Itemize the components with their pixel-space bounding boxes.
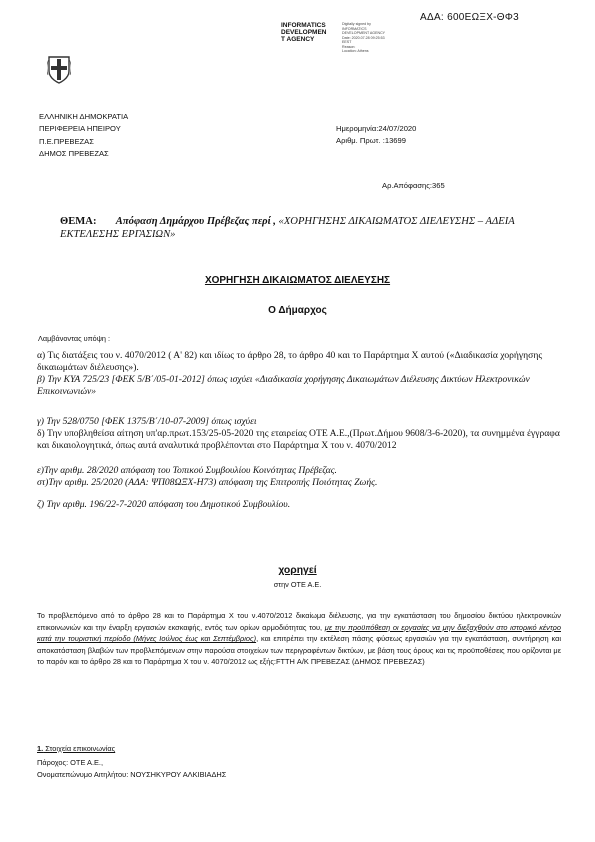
mayor-heading: Ο Δήμαρχος	[268, 305, 327, 316]
signature-detail-line: Location: Athens	[342, 49, 369, 53]
sender-block	[39, 111, 128, 160]
grant-recipient: στην ΟΤΕ Α.Ε.	[273, 580, 322, 589]
consideration-a: α) Τις διατάξεις του ν. 4070/2012 ( Α' 82) και ιδίως το άρθρο 28, το άρθρο 40 και το Παράρτημα Χ αυτού («Διαδικασία χορήγησης δικαιωμάτων διέλευσης»).	[37, 350, 543, 374]
sender-line: ΠΕΡΙΦΕΡΕΙΑ ΗΠΕΙΡΟΥ	[39, 124, 121, 134]
greek-emblem-icon	[47, 55, 71, 85]
subject-label: ΘΕΜΑ:	[60, 216, 97, 227]
document-date: Ημερομηνία:24/07/2020	[336, 124, 417, 133]
subject-text: «ΧΟΡΗΓΗΣΗΣ ΔΙΚΑΙΩΜΑΤΟΣ ΔΙΕΛΕΥΣΗΣ – ΑΔΕΙΑ ΕΚΤΕΛΕΣΗΣ ΕΡΓΑΣΙΩΝ»	[60, 216, 515, 240]
consideration-b: β) Την ΚΥΑ 725/23 [ΦΕΚ 5/Β΄/05-01-2012] όπως ισχύει «Διαδικασία χορήγησης Δικαιωμάτων Διέλευσης Δικτύων Ηλεκτρονικών Επικοινωνιών»	[37, 374, 530, 398]
decision-number: Αρ.Απόφασης:365	[382, 181, 445, 190]
signature-detail-line: EEST	[342, 40, 352, 44]
signature-logo-line: INFORMATICS	[281, 22, 326, 29]
grant-verb: χορηγεί	[278, 565, 317, 576]
signature-detail-line: Reason:	[342, 44, 356, 49]
signature-logo-line: DEVELOPMEN	[281, 29, 327, 37]
sender-line: ΔΗΜΟΣ ΠΡΕΒΕΖΑΣ	[39, 148, 109, 158]
consideration-d: δ) Την υποβληθείσα αίτηση υπ'αρ.πρωτ.153/25-05-2020 της εταιρείας ΟΤΕ Α.Ε.,(Πρωτ.Δήμου 9608/3-6-2020), τα συνημμένα έγγραφα και δικαιολογητικά, όπως αυτά αναλυτικά προβλέπονται στο Παράρτημα Χ του ν. 4070/2012	[37, 428, 560, 452]
contacts-heading-text: Στοιχεία επικοινωνίας	[43, 744, 116, 753]
document-title: ΧΟΡΗΓΗΣΗ ΔΙΚΑΙΩΜΑΤΟΣ ΔΙΕΛΕΥΣΗΣ	[204, 275, 391, 286]
sender-line: Π.Ε.ΠΡΕΒΕΖΑΣ	[39, 136, 94, 146]
consideration-g: ζ) Την αριθμ. 196/22-7-2020 απόφαση του Δημοτικού Συμβουλίου.	[37, 499, 291, 510]
grant-body-part1: Το προβλεπόμενο από το άρθρο 28 και το Παράρτημα Χ του ν.4070/2012 δικαίωμα διέλευσης, για την εγκατάσταση του δημοσίου δικτύου ηλεκτρονικών επικοινωνιών και την έναρξη εργασιών εκσκαφής, εντός των ορίων αρμοδιότητας του,	[37, 611, 561, 632]
contact-provider: Πάροχος: ΟΤΕ Α.Ε.,	[37, 758, 104, 767]
contact-applicant: Ονοματεπώνυμο Αιτηλήτου: ΝΟΥΣΗΚΥΡΟΥ ΑΛΚΙΒΙΑΔΗΣ	[37, 770, 227, 780]
signature-logo-line: T AGENCY	[281, 36, 315, 44]
sender-line: ΕΛΛΗΝΙΚΗ ΔΗΜΟΚΡΑΤΙΑ	[39, 112, 129, 121]
considering-label: Λαμβάνοντας υπόψη :	[38, 334, 111, 343]
signature-detail-line: Digitally signed by	[342, 22, 371, 26]
grant-body	[37, 610, 561, 668]
ada-code: ΑΔΑ: 600ΕΩΞΧ-ΘΦ3	[420, 12, 520, 23]
contacts-number: 1.	[37, 744, 44, 753]
consideration-c: γ) Την 528/0750 [ΦΕΚ 1375/Β΄/10-07-2009] όπως ισχύει	[37, 416, 257, 427]
subject-prefix: Απόφαση Δημάρχου Πρέβεζας περί ,	[115, 216, 276, 227]
signature-detail-line: Date: 2020.07.28 09:25:53	[342, 35, 385, 40]
signature-logo-text	[281, 22, 327, 44]
signature-detail-line: INFORMATICS	[342, 26, 367, 31]
grant-body-part2: , και επιτρέπει την εκτέλεση πάσης φύσεως εργασιών για την εγκατάσταση, συντήρηση και αποκατάσταση βλαβών των προβλεπόμενων στην παρούσα στοιχείων των περιγραφέντων δικτύων, με βάση τους όρους και τις προϋποθέσεις που ορίζονται με το παρόν και το άρθρο 28 και το Παράρτημα Χ του ν. 4070/2012 ως εξής:FTTH Α/Κ ΠΡΕΒΕΖΑΣ (ΔΗΜΟΣ ΠΡΕΒΕΖΑΣ)	[37, 634, 561, 667]
consideration-f: στ)Την αριθμ. 25/2020 (ΑΔΑ: ΨΠ08ΩΞΧ-Η73) απόφαση της Επιτροπής Ποιότητας Ζωής.	[37, 477, 378, 488]
grant-body-condition: με την προϋπόθεση οι εργασίες να μην διεξαχθούν στο ιστορικό κέντρο κατά την τουριστική περίοδο (Μήνες Ιούλιος έως και Σεπτέμβριος)	[37, 622, 561, 644]
meta-block	[336, 123, 416, 148]
signature-details	[342, 22, 385, 54]
contacts-heading	[37, 744, 115, 753]
consideration-e: ε)Την αριθμ. 28/2020 απόφαση του Τοπικού Συμβουλίου Κοινότητας Πρέβεζας.	[37, 465, 337, 476]
contacts-block	[37, 757, 226, 781]
protocol-number: Αριθμ. Πρωτ. :13699	[336, 136, 406, 146]
signature-detail-line: DEVELOPMENT AGENCY	[342, 31, 386, 35]
subject	[60, 216, 560, 241]
